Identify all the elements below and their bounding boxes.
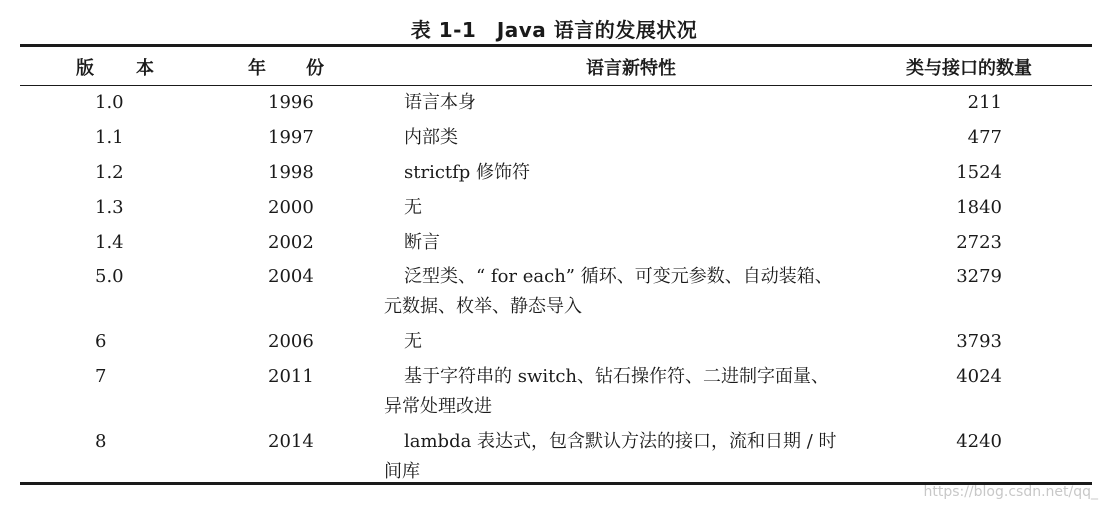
table-row	[0, 118, 1108, 153]
cell-count: 1524	[956, 162, 1002, 183]
features-line: 基于字符串的 switch、钻石操作符、二进制字面量、	[404, 366, 830, 387]
header-year: 年份	[248, 58, 364, 79]
cell-features	[384, 362, 904, 422]
table-row	[0, 322, 1108, 357]
cell-version: 6	[95, 331, 107, 352]
features-line: 异常处理改进	[384, 396, 492, 417]
cell-features	[384, 193, 904, 223]
cell-features	[384, 262, 904, 322]
cell-year: 1996	[268, 92, 314, 113]
table-body	[0, 86, 1108, 487]
table-row	[0, 223, 1108, 258]
cell-year: 2006	[268, 331, 314, 352]
cell-year: 1997	[268, 127, 314, 148]
cell-count: 1840	[956, 197, 1002, 218]
cell-features	[384, 123, 904, 153]
cell-version: 8	[95, 431, 107, 452]
cell-year: 2004	[268, 266, 314, 287]
cell-version: 7	[95, 366, 107, 387]
cell-features	[384, 88, 904, 118]
cell-count: 4240	[956, 431, 1002, 452]
features-line: strictfp 修饰符	[404, 162, 531, 183]
features-line: 内部类	[404, 127, 458, 148]
features-line: 元数据、枚举、静态导入	[384, 296, 582, 317]
table-row	[0, 357, 1108, 422]
cell-year: 2011	[268, 366, 314, 387]
cell-features	[384, 228, 904, 258]
cell-features	[384, 158, 904, 188]
features-line: 无	[404, 197, 422, 218]
features-line: 无	[404, 331, 422, 352]
cell-year: 2002	[268, 232, 314, 253]
header-features: 语言新特性	[586, 58, 676, 79]
cell-count: 3279	[956, 266, 1002, 287]
cell-version: 1.0	[95, 92, 124, 113]
table-row	[0, 258, 1108, 322]
cell-year: 2014	[268, 431, 314, 452]
cell-year: 1998	[268, 162, 314, 183]
cell-version: 1.2	[95, 162, 124, 183]
cell-features	[384, 427, 904, 487]
table-title: 表 1-1 Java 语言的发展状况	[410, 18, 698, 42]
cell-count: 477	[967, 127, 1002, 148]
cell-count: 3793	[956, 331, 1002, 352]
features-line: 泛型类、“ for each” 循环、可变元参数、自动装箱、	[404, 266, 833, 287]
header-version: 版本	[76, 58, 196, 79]
features-line: 断言	[404, 232, 440, 253]
cell-version: 5.0	[95, 266, 124, 287]
table-top-rule	[20, 44, 1092, 47]
cell-version: 1.1	[95, 127, 124, 148]
cell-version: 1.3	[95, 197, 124, 218]
table-row	[0, 153, 1108, 188]
table-row	[0, 188, 1108, 223]
cell-count: 2723	[956, 232, 1002, 253]
features-line: lambda 表达式，包含默认方法的接口，流和日期 / 时	[404, 431, 837, 452]
table-row	[0, 422, 1108, 487]
features-line: 间库	[384, 461, 420, 482]
features-line: 语言本身	[404, 92, 476, 113]
cell-count: 4024	[956, 366, 1002, 387]
watermark: https://blog.csdn.net/qq_	[923, 484, 1098, 500]
cell-version: 1.4	[95, 232, 124, 253]
header-count: 类与接口的数量	[906, 58, 1032, 79]
cell-count: 211	[967, 92, 1002, 113]
cell-year: 2000	[268, 197, 314, 218]
cell-features	[384, 327, 904, 357]
table-row	[0, 86, 1108, 118]
